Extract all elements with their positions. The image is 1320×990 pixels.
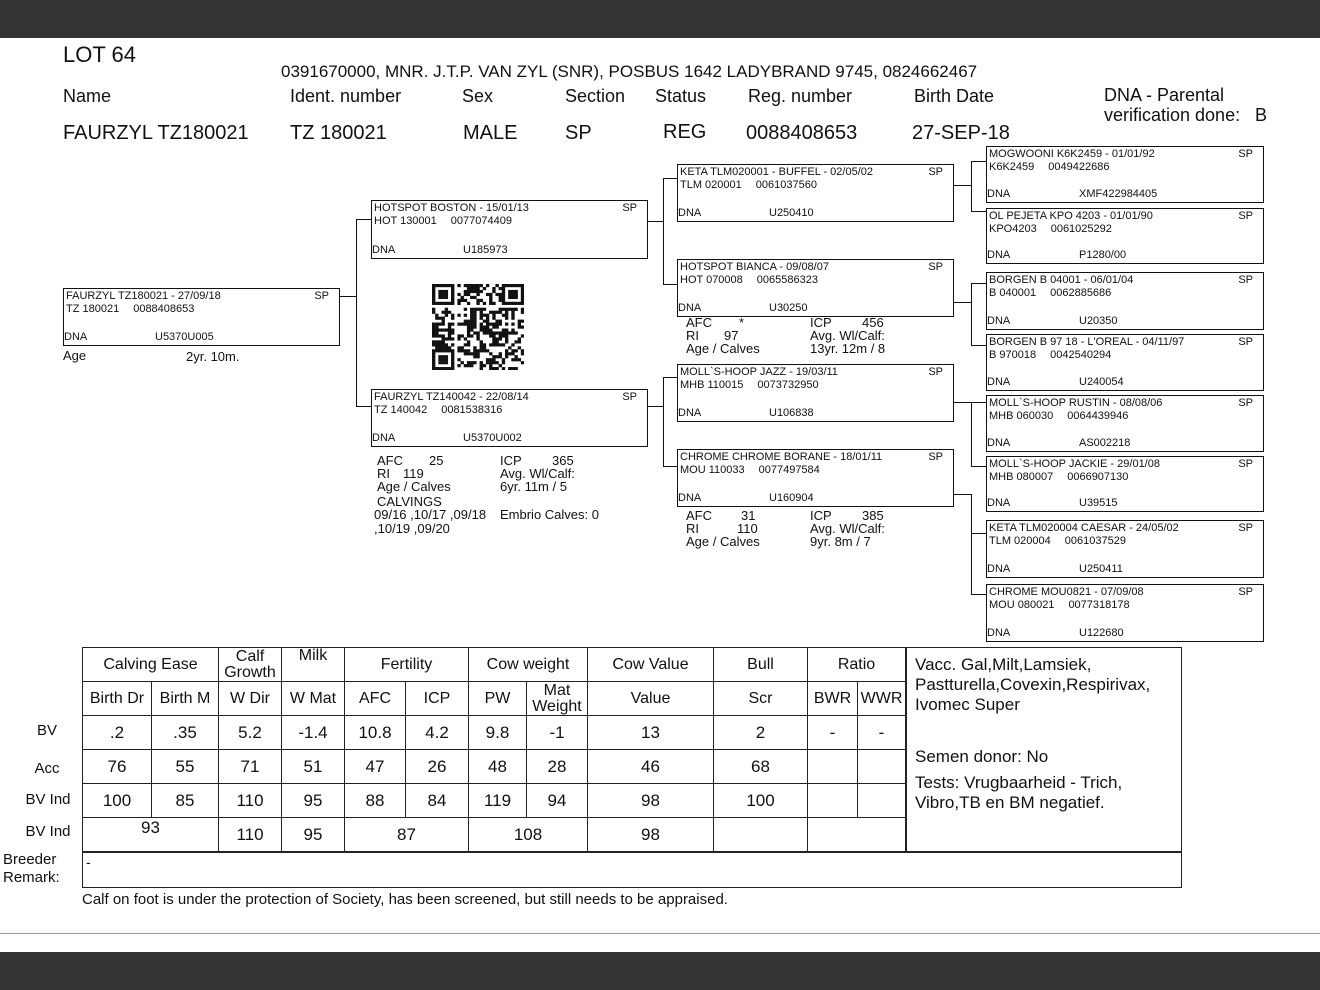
notes-panel [906,647,1182,852]
breeder-remark-box [82,852,1182,888]
section-badge: SP [928,366,943,378]
dna-value: AS002218 [1079,437,1131,449]
great-grandparent-box [986,584,1264,642]
label-status: Status [655,86,707,106]
grandparent-box [677,449,954,507]
dna-value: U240054 [1079,376,1124,388]
top-bar [0,0,1320,38]
dna-value: U106838 [769,407,814,419]
value-name: FAURZYL TZ180021 [63,122,249,144]
dna-label: DNA [987,627,1011,639]
value-sex: MALE [463,122,518,144]
dna-label: DNA [678,407,702,419]
value-status: REG [663,121,707,143]
animal-box [63,288,340,346]
box-title: MOLL`S-HOOP JACKIE - 29/01/08 [989,458,1160,470]
box-ident: B 970018 0042540294 [989,349,1112,361]
box-title: OL PEJETA KPO 4203 - 01/01/90 [989,210,1153,222]
section-badge: SP [1238,274,1253,286]
box-title: CHROME CHROME BORANE - 18/01/11 [680,451,883,463]
value-reg: 0088408653 [746,122,858,144]
dna-value: P1280/00 [1079,249,1127,261]
row-label-acc: Acc [34,760,60,777]
owner-line: 0391670000, MNR. J.T.P. VAN ZYL (SNR), POSBUS 1642 LADYBRAND 9745, 0824662467 [281,62,978,81]
box-ident: MHB 080007 0066907130 [989,471,1129,483]
box-title: KETA TLM020004 CAESAR - 24/05/02 [989,522,1179,534]
dna-value: U122680 [1079,627,1124,639]
section-badge: SP [622,202,637,214]
semen-donor-text: Semen donor: No [915,747,1049,766]
box-title: CHROME MOU0821 - 07/09/08 [989,586,1144,598]
dna-value: XMF422984405 [1079,188,1158,200]
great-grandparent-box [986,272,1264,330]
box-title: BORGEN B 04001 - 06/01/04 [989,274,1134,286]
box-title: MOLL`S-HOOP JAZZ - 19/03/11 [680,366,838,378]
great-grandparent-box [986,208,1264,264]
acc-row: 76 55 71 51 47 26 48 28 46 68 [83,750,906,784]
box-title: MOGWOONI K6K2459 - 01/01/92 [989,148,1155,160]
header-milk: Milk [282,648,345,682]
box-ident: TZ 180021 0088408653 [66,303,195,315]
section-badge: SP [1238,397,1253,409]
section-badge: SP [1238,458,1253,470]
label-reg: Reg. number [748,86,853,106]
bv-index-row: 100 85 110 95 88 84 119 94 98 100 [83,784,906,818]
sire-box [371,200,648,259]
box-ident: MOU 080021 0077318178 [989,599,1130,611]
great-grandparent-box [986,334,1264,391]
dna-value: U250411 [1079,563,1123,575]
header-fertility: Fertility [345,648,469,682]
value-dna: B [1255,105,1268,125]
label-section: Section [565,86,626,106]
grandparent-box [677,164,954,222]
section-badge: SP [928,451,943,463]
header-cow-value: Cow Value [588,648,714,682]
dna-label: DNA [987,376,1011,388]
dna-label: DNA [987,315,1011,327]
box-ident: TLM 020004 0061037529 [989,535,1126,547]
dna-value: U5370U005 [155,331,214,343]
label-name: Name [63,86,112,106]
label-dna-1: DNA - Parental [1104,85,1225,105]
dna-label: DNA [64,331,88,343]
box-ident: HOT 130001 0077074409 [374,215,512,227]
box-ident: TLM 020001 0061037560 [680,179,817,191]
box-title: KETA TLM020001 - BUFFEL - 02/05/02 [680,166,874,178]
age-label: Age [63,348,87,363]
box-title: FAURZYL TZ180021 - 27/09/18 [66,290,221,302]
box-ident: TZ 140042 0081538316 [374,404,503,416]
dna-label: DNA [678,207,702,219]
header-cow-weight: Cow weight [469,648,588,682]
lot-number: LOT 64 [63,42,136,67]
dna-value: U160904 [769,492,814,504]
bottom-bar [0,952,1320,990]
dna-label: DNA [987,497,1011,509]
dna-value: U5370U002 [463,432,522,444]
label-birth: Birth Date [914,86,995,106]
dna-label: DNA [372,432,396,444]
dna-label: DNA [372,244,396,256]
box-ident: MHB 110015 0073732950 [680,379,819,391]
footer-note: Calf on foot is under the protection of Society, has been screened, but still needs to be appraised. [82,891,728,908]
header-calving-ease: Calving Ease [83,648,219,682]
value-birth: 27-SEP-18 [912,122,1010,144]
box-ident: K6K2459 0049422686 [989,161,1110,173]
label-sex: Sex [462,86,494,106]
great-grandparent-box [986,520,1264,578]
dna-value: U250410 [769,207,814,219]
breeding-values-table [82,647,906,852]
section-badge: SP [622,391,637,403]
dam-box [371,389,648,447]
section-badge: SP [928,261,943,273]
box-title: MOLL`S-HOOP RUSTIN - 08/08/06 [989,397,1163,409]
box-title: FAURZYL TZ140042 - 22/08/14 [374,391,529,403]
label-ident: Ident. number [290,86,402,106]
header-bull: Bull [714,648,808,682]
dna-label: DNA [987,437,1011,449]
subheader-row: Birth Dr Birth M W Dir W Mat AFC ICP PW Mat Weight Value Scr BWR WWR [83,682,906,716]
row-label-bv: BV [36,722,57,739]
bv-row: .2 .35 5.2 -1.4 10.8 4.2 9.8 -1 13 2 - - [83,716,906,750]
box-ident: B 040001 0062885686 [989,287,1112,299]
great-grandparent-box [986,395,1264,452]
value-section: SP [565,122,592,144]
breeder-remark-value: - [86,854,91,870]
qr-code-icon [432,284,524,370]
section-badge: SP [1238,210,1253,222]
section-badge: SP [1238,522,1253,534]
label-dna-2: verification done: [1104,105,1241,125]
great-grandparent-box [986,456,1264,512]
box-title: BORGEN B 97 18 - L'OREAL - 04/11/97 [989,336,1185,348]
footer-divider [0,933,1320,934]
row-label-bv-ind-2: BV Ind [25,823,71,840]
box-ident: MHB 060030 0064439946 [989,410,1129,422]
dna-label: DNA [987,188,1011,200]
bv-index-group-row: 93 110 95 87 108 98 [83,818,906,852]
dna-label: DNA [987,563,1011,575]
age-value: 2yr. 10m. [186,349,240,364]
row-label-bv-ind: BV Ind [25,791,71,808]
header-calf-growth: Calf Growth [219,648,282,682]
grandparent-box [677,364,954,422]
section-badge: SP [1238,586,1253,598]
great-grandparent-box [986,146,1264,203]
dna-label: DNA [987,249,1011,261]
grandparent-box [677,259,954,317]
breeder-remark-label: Breeder Remark: [3,851,60,886]
dna-value: U30250 [769,302,808,314]
section-badge: SP [1238,148,1253,160]
box-ident: HOT 070008 0065586323 [680,274,818,286]
dna-label: DNA [678,492,702,504]
vaccination-text: Vacc. Gal,Milt,Lamsiek, Pastturella,Covexin,Respirivax, Ivomec Super [915,655,1151,714]
dna-value: U39515 [1079,497,1118,509]
dna-label: DNA [678,302,702,314]
dna-value: U185973 [463,244,508,256]
section-badge: SP [1238,336,1253,348]
box-title: HOTSPOT BOSTON - 15/01/13 [374,202,529,214]
section-badge: SP [314,290,329,302]
value-ident: TZ 180021 [290,122,387,144]
box-title: HOTSPOT BIANCA - 09/08/07 [680,261,829,273]
dna-value: U20350 [1079,315,1118,327]
box-ident: MOU 110033 0077497584 [680,464,820,476]
tests-text: Tests: Vrugbaarheid - Trich, Vibro,TB en BM negatief. [915,773,1123,812]
box-ident: KPO4203 0061025292 [989,223,1112,235]
section-badge: SP [928,166,943,178]
header-ratio: Ratio [808,648,906,682]
